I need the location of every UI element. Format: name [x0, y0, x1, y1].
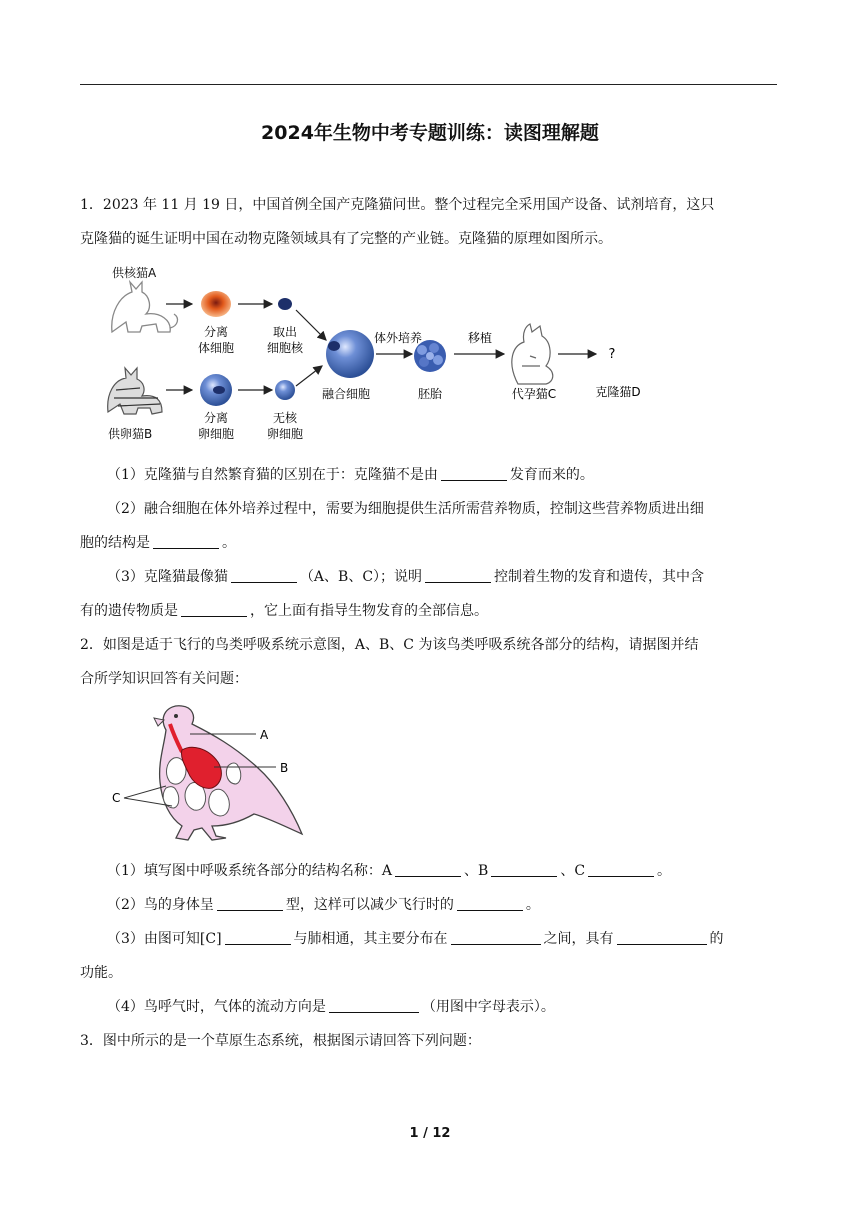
- fig-label-b: B: [280, 761, 289, 775]
- q1-sub3-line1: （3）克隆猫最像猫 （A、B、C）；说明 控制着生物的发育和遗传，其中含: [107, 569, 705, 585]
- fig-label-donor-b: 供卵猫B: [108, 427, 153, 441]
- fig-label-fused-cell: 融合细胞: [321, 387, 371, 401]
- somatic-cell-icon: [201, 291, 231, 317]
- answer-blank[interactable]: [617, 930, 707, 945]
- answer-blank[interactable]: [457, 896, 523, 911]
- q1-sub2-line1: （2）融合细胞在体外培养过程中，需要为细胞提供生活所需营养物质，控制这些营养物质进出细: [107, 501, 704, 517]
- answer-blank[interactable]: [451, 930, 541, 945]
- q3-stem: 3．图中所示的是一个草原生态系统，根据图示请回答下列问题：: [80, 1033, 481, 1049]
- donor-cat-a-icon: [112, 282, 178, 332]
- surrogate-cat-c-icon: [512, 324, 553, 384]
- q1-sub1: （1）克隆猫与自然繁育猫的区别在于：克隆猫不是由 发育而来的。: [107, 467, 594, 483]
- q1-sub3-line2: 有的遗传物质是 ，它上面有指导生物发育的全部信息。: [80, 603, 488, 619]
- fig-label-surrogate: 代孕猫C: [511, 387, 557, 401]
- q2-stem-line1: 2．如图是适于飞行的鸟类呼吸系统示意图，A、B、C 为该鸟类呼吸系统各部分的结构，请据图并结: [80, 637, 699, 653]
- answer-blank[interactable]: [441, 466, 507, 481]
- fig-label-enucleated-1: 无核: [272, 411, 298, 425]
- fused-cell-icon: [326, 330, 374, 378]
- fig-label-c: C: [112, 791, 121, 805]
- answer-blank-b[interactable]: [491, 862, 557, 877]
- q2-sub3-line2: 功能。: [80, 965, 122, 981]
- q2-sub1: （1）填写图中呼吸系统各部分的结构名称：A 、B 、C 。: [107, 863, 672, 879]
- q1-stem-line2: 克隆猫的诞生证明中国在动物克隆领域具有了完整的产业链。克隆猫的原理如图所示。: [80, 231, 612, 247]
- answer-blank[interactable]: [329, 998, 419, 1013]
- fig-label-extract-1: 取出: [272, 325, 298, 339]
- nucleus-icon: [278, 298, 292, 310]
- answer-blank[interactable]: [425, 568, 491, 583]
- fig-label-question: ?: [608, 347, 616, 362]
- q2-stem-line2: 合所学知识回答有关问题：: [80, 671, 248, 687]
- fig-label-a: A: [260, 728, 269, 742]
- fig-label-enucleated-2: 卵细胞: [266, 427, 304, 441]
- page-number: 1 / 12: [409, 1126, 451, 1141]
- answer-blank-c[interactable]: [588, 862, 654, 877]
- answer-blank[interactable]: [217, 896, 283, 911]
- embryo-icon: [414, 340, 446, 372]
- q2-sub3-line1: （3）由图可知[C] 与肺相通，其主要分布在 之间，具有 的: [107, 931, 724, 947]
- answer-blank[interactable]: [181, 602, 247, 617]
- answer-blank[interactable]: [231, 568, 297, 583]
- donor-cat-b-icon: [108, 368, 162, 414]
- fig-label-isolate-egg-1: 分离: [203, 411, 229, 425]
- fig-label-embryo: 胚胎: [417, 387, 443, 401]
- fig-label-in-vitro: 体外培养: [373, 331, 423, 345]
- clone-cat-figure: [100, 262, 660, 452]
- answer-blank-a[interactable]: [395, 862, 461, 877]
- fig-label-clone-d: 克隆猫D: [595, 385, 641, 399]
- bird-respiratory-figure: [108, 702, 308, 850]
- page-title: 2024年生物中考专题训练：读图理解题: [261, 122, 599, 144]
- q2-sub2: （2）鸟的身体呈 型，这样可以减少飞行时的 。: [107, 897, 540, 913]
- fig-label-transplant: 移植: [467, 331, 493, 345]
- q1-sub2-line2: 胞的结构是 。: [80, 535, 236, 551]
- answer-blank[interactable]: [225, 930, 291, 945]
- q2-sub4: （4）鸟呼气时，气体的流动方向是 （用图中字母表示）。: [107, 999, 555, 1015]
- header-rule: [80, 84, 777, 85]
- enucleated-egg-icon: [275, 380, 295, 400]
- fig-label-donor-a: 供核猫A: [112, 266, 157, 280]
- fig-label-extract-2: 细胞核: [266, 341, 304, 355]
- fig-label-isolate-egg-2: 卵细胞: [197, 427, 235, 441]
- fig-label-isolate-somatic-1: 分离: [203, 325, 229, 339]
- q1-stem-line1: 1．2023 年 11 月 19 日，中国首例全国产克隆猫问世。整个过程完全采用国产设备、试剂培育，这只: [80, 197, 715, 213]
- fig-label-isolate-somatic-2: 体细胞: [197, 341, 235, 355]
- answer-blank[interactable]: [153, 534, 219, 549]
